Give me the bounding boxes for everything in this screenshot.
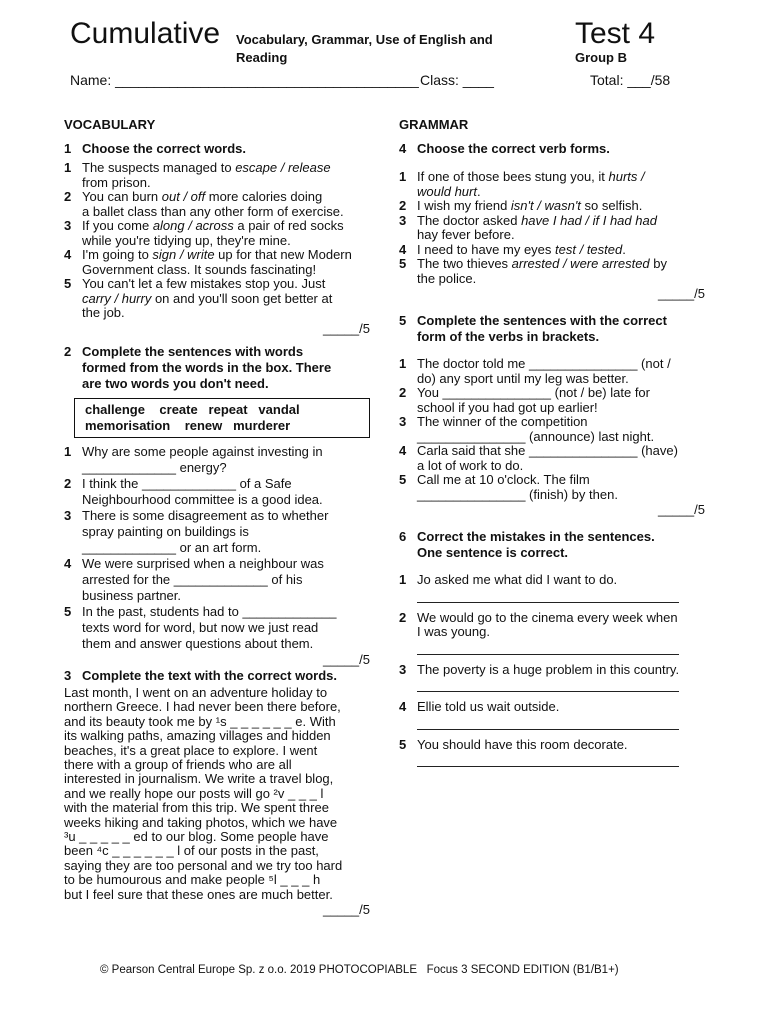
grammar-section-title: GRAMMAR [399, 117, 469, 132]
task6-item-5: 5 You should have this room decorate. [399, 738, 705, 768]
task5-heading: 5 Complete the sentences with the correct form of the verbs in brackets. [399, 313, 667, 344]
option-choice[interactable]: isn't / wasn't [510, 198, 581, 213]
task2-item-4: 4 We were surprised when a neighbour was arrested for the _____________ of his business partner. [64, 556, 324, 603]
option-choice[interactable]: out / off [161, 189, 206, 204]
task1-score: _____/5 [323, 320, 370, 336]
name-field[interactable]: Name: _______________________________________ [70, 72, 419, 88]
answer-line[interactable] [417, 588, 679, 603]
task1-heading: 1 Choose the correct words. [64, 141, 246, 156]
footer-copyright: © Pearson Central Europe Sp. z o.o. 2019 PHOTOCOPIABLE Focus 3 SECOND EDITION (B1/B1+) [100, 964, 619, 976]
task4-item-2: 2 I wish my friend isn't / wasn't so selfish. [399, 198, 643, 213]
task2-item-2: 2 I think the _____________ of a Safe Neighbourhood committee is a good idea. [64, 476, 323, 507]
task3-score: _____/5 [323, 902, 370, 918]
option-choice[interactable]: sign / write [152, 247, 215, 262]
option-choice[interactable]: have I had / if I had had [521, 212, 657, 228]
task4-item-5: 5 The two thieves arrested / were arrested by the police. [399, 256, 668, 286]
gap-field[interactable]: I think the _____________ of a Safe [82, 476, 292, 491]
class-field[interactable]: Class: ____ [420, 72, 494, 88]
gap-field[interactable]: In the past, students had to _____________ [82, 604, 337, 619]
task2-score: _____/5 [323, 652, 370, 667]
task2-item-1: 1 Why are some people against investing in _____________ energy? [64, 444, 323, 475]
task6-item-3: 3 The poverty is a huge problem in this country. [399, 663, 705, 693]
page-subtitle-line2: Reading [236, 50, 288, 65]
task1-item-1: 1 The suspects managed to escape / release from prison. [64, 160, 331, 190]
task4-item-4: 4 I need to have my eyes test / tested. [399, 241, 626, 257]
gap-field[interactable]: The doctor told me _______________ (not / [417, 356, 671, 371]
gap-field[interactable]: _______________ (finish) by then. [417, 486, 618, 502]
task2 [64, 344, 370, 667]
page-subtitle-line1: Vocabulary, Grammar, Use of English and [236, 32, 493, 47]
task5-item-4: 4 Carla said that she _______________ (have) a lot of work to do. [399, 443, 678, 473]
vocabulary-section-title: VOCABULARY [64, 117, 156, 132]
gap-field[interactable]: Carla said that she _______________ (have) [417, 443, 678, 458]
option-choice[interactable]: escape / release [235, 160, 331, 175]
task2-heading: 2 Complete the sentences with words formed from the words in the box. There are two words you don't need. [64, 344, 332, 391]
task4-item-3: 3 The doctor asked have I had / if I had had hay fever before. [399, 212, 657, 242]
option-choice[interactable]: carry / hurry [82, 290, 152, 306]
task4-heading: 4 Choose the correct verb forms. [399, 141, 610, 156]
option-choice[interactable]: arrested / were arrested [511, 256, 650, 271]
task6-heading: 6 Correct the mistakes in the sentences. One sentence is correct. [399, 529, 655, 560]
task2-item-5: 5 In the past, students had to _____________ texts word for word, but now we just read them and answer questions about them. [64, 604, 337, 651]
task6-item-4: 4 Ellie told us wait outside. [399, 700, 705, 730]
task2-item-3: 3 There is some disagreement as to whether spray painting on buildings is _____________ or an art form. [64, 508, 329, 555]
task4-item-1: 1 If one of those bees stung you, it hurts / would hurt. [399, 169, 645, 199]
answer-line[interactable] [417, 715, 679, 730]
task1-item-5: 5 You can't let a few mistakes stop you. Just carry / hurry on and you'll soon get better at the job. [64, 276, 333, 320]
task6-item-1: 1 Jo asked me what did I want to do. [399, 573, 705, 603]
task4-score: _____/5 [658, 286, 705, 301]
option-choice[interactable]: along / across [152, 218, 234, 233]
test-label: Test 4 [575, 17, 656, 50]
answer-line[interactable] [417, 640, 679, 655]
task4 [399, 141, 705, 301]
task3-heading: 3 Complete the text with the correct words. [64, 668, 337, 683]
word-box: challenge create repeat vandal memorisation renew murderer [74, 398, 370, 438]
gap-field[interactable]: arrested for the _____________ of his [82, 572, 303, 587]
task5-item-2: 2 You _______________ (not / be) late for school if you had got up earlier! [399, 385, 650, 415]
option-choice[interactable]: would hurt [417, 183, 477, 199]
task5-score: _____/5 [658, 502, 705, 517]
gap-field[interactable]: _____________ energy? [82, 460, 227, 475]
task3 [64, 668, 370, 917]
page-title: Cumulative [70, 17, 221, 50]
task1 [64, 141, 370, 336]
total-field: Total: ___/58 [590, 72, 671, 88]
gap-field[interactable]: _______________ (announce) last night. [417, 428, 655, 444]
task5-item-3: 3 The winner of the competition _______________ (announce) last night. [399, 414, 655, 444]
option-choice[interactable]: hurts / [608, 169, 645, 184]
task1-item-3: 3 If you come along / across a pair of red socks while you're tidying up, they're mine. [64, 218, 344, 248]
task3-text: Last month, I went on an adventure holiday to northern Greece. I had never been there before, and its beauty took me by ¹s _ _ _ _ _ _ e. With its walking paths, amazing villages and hidden beaches, it's a great place to explore. I went there with a group of friends who are all interested in journalism. We write a travel blog, and we really hope our posts will go ²v _ _ _ l with the material from this trip. We spent three weeks hiking and taking photos, which we have ³u _ _ _ _ _ ed to our blog. Some people have been ⁴c _ _ _ _ _ _ l of our posts in the past, saying they are too personal and we try too hard to be humourous and make people ⁵l _ _ _ h but I feel sure that these ones are much better. [64, 685, 343, 902]
task1-item-2: 2 You can burn out / off more calories doing a ballet class than any other form of exercise. [64, 189, 344, 219]
task5-item-5: 5 Call me at 10 o'clock. The film _______________ (finish) by then. [399, 472, 618, 502]
option-choice[interactable]: test / tested [555, 241, 623, 257]
task1-item-4: 4 I'm going to sign / write up for that new Modern Government class. It sounds fascinating! [64, 247, 352, 277]
gap-field[interactable]: You _______________ (not / be) late for [417, 385, 650, 400]
answer-line[interactable] [417, 752, 679, 767]
task5 [399, 313, 705, 517]
gap-field[interactable]: _____________ or an art form. [82, 540, 262, 555]
task6-item-2: 2 We would go to the cinema every week when I was young. [399, 611, 705, 655]
task6 [399, 529, 705, 767]
group-label: Group B [575, 50, 627, 65]
task5-item-1: 1 The doctor told me _______________ (not / do) any sport until my leg was better. [399, 356, 671, 386]
answer-line[interactable] [417, 677, 679, 692]
